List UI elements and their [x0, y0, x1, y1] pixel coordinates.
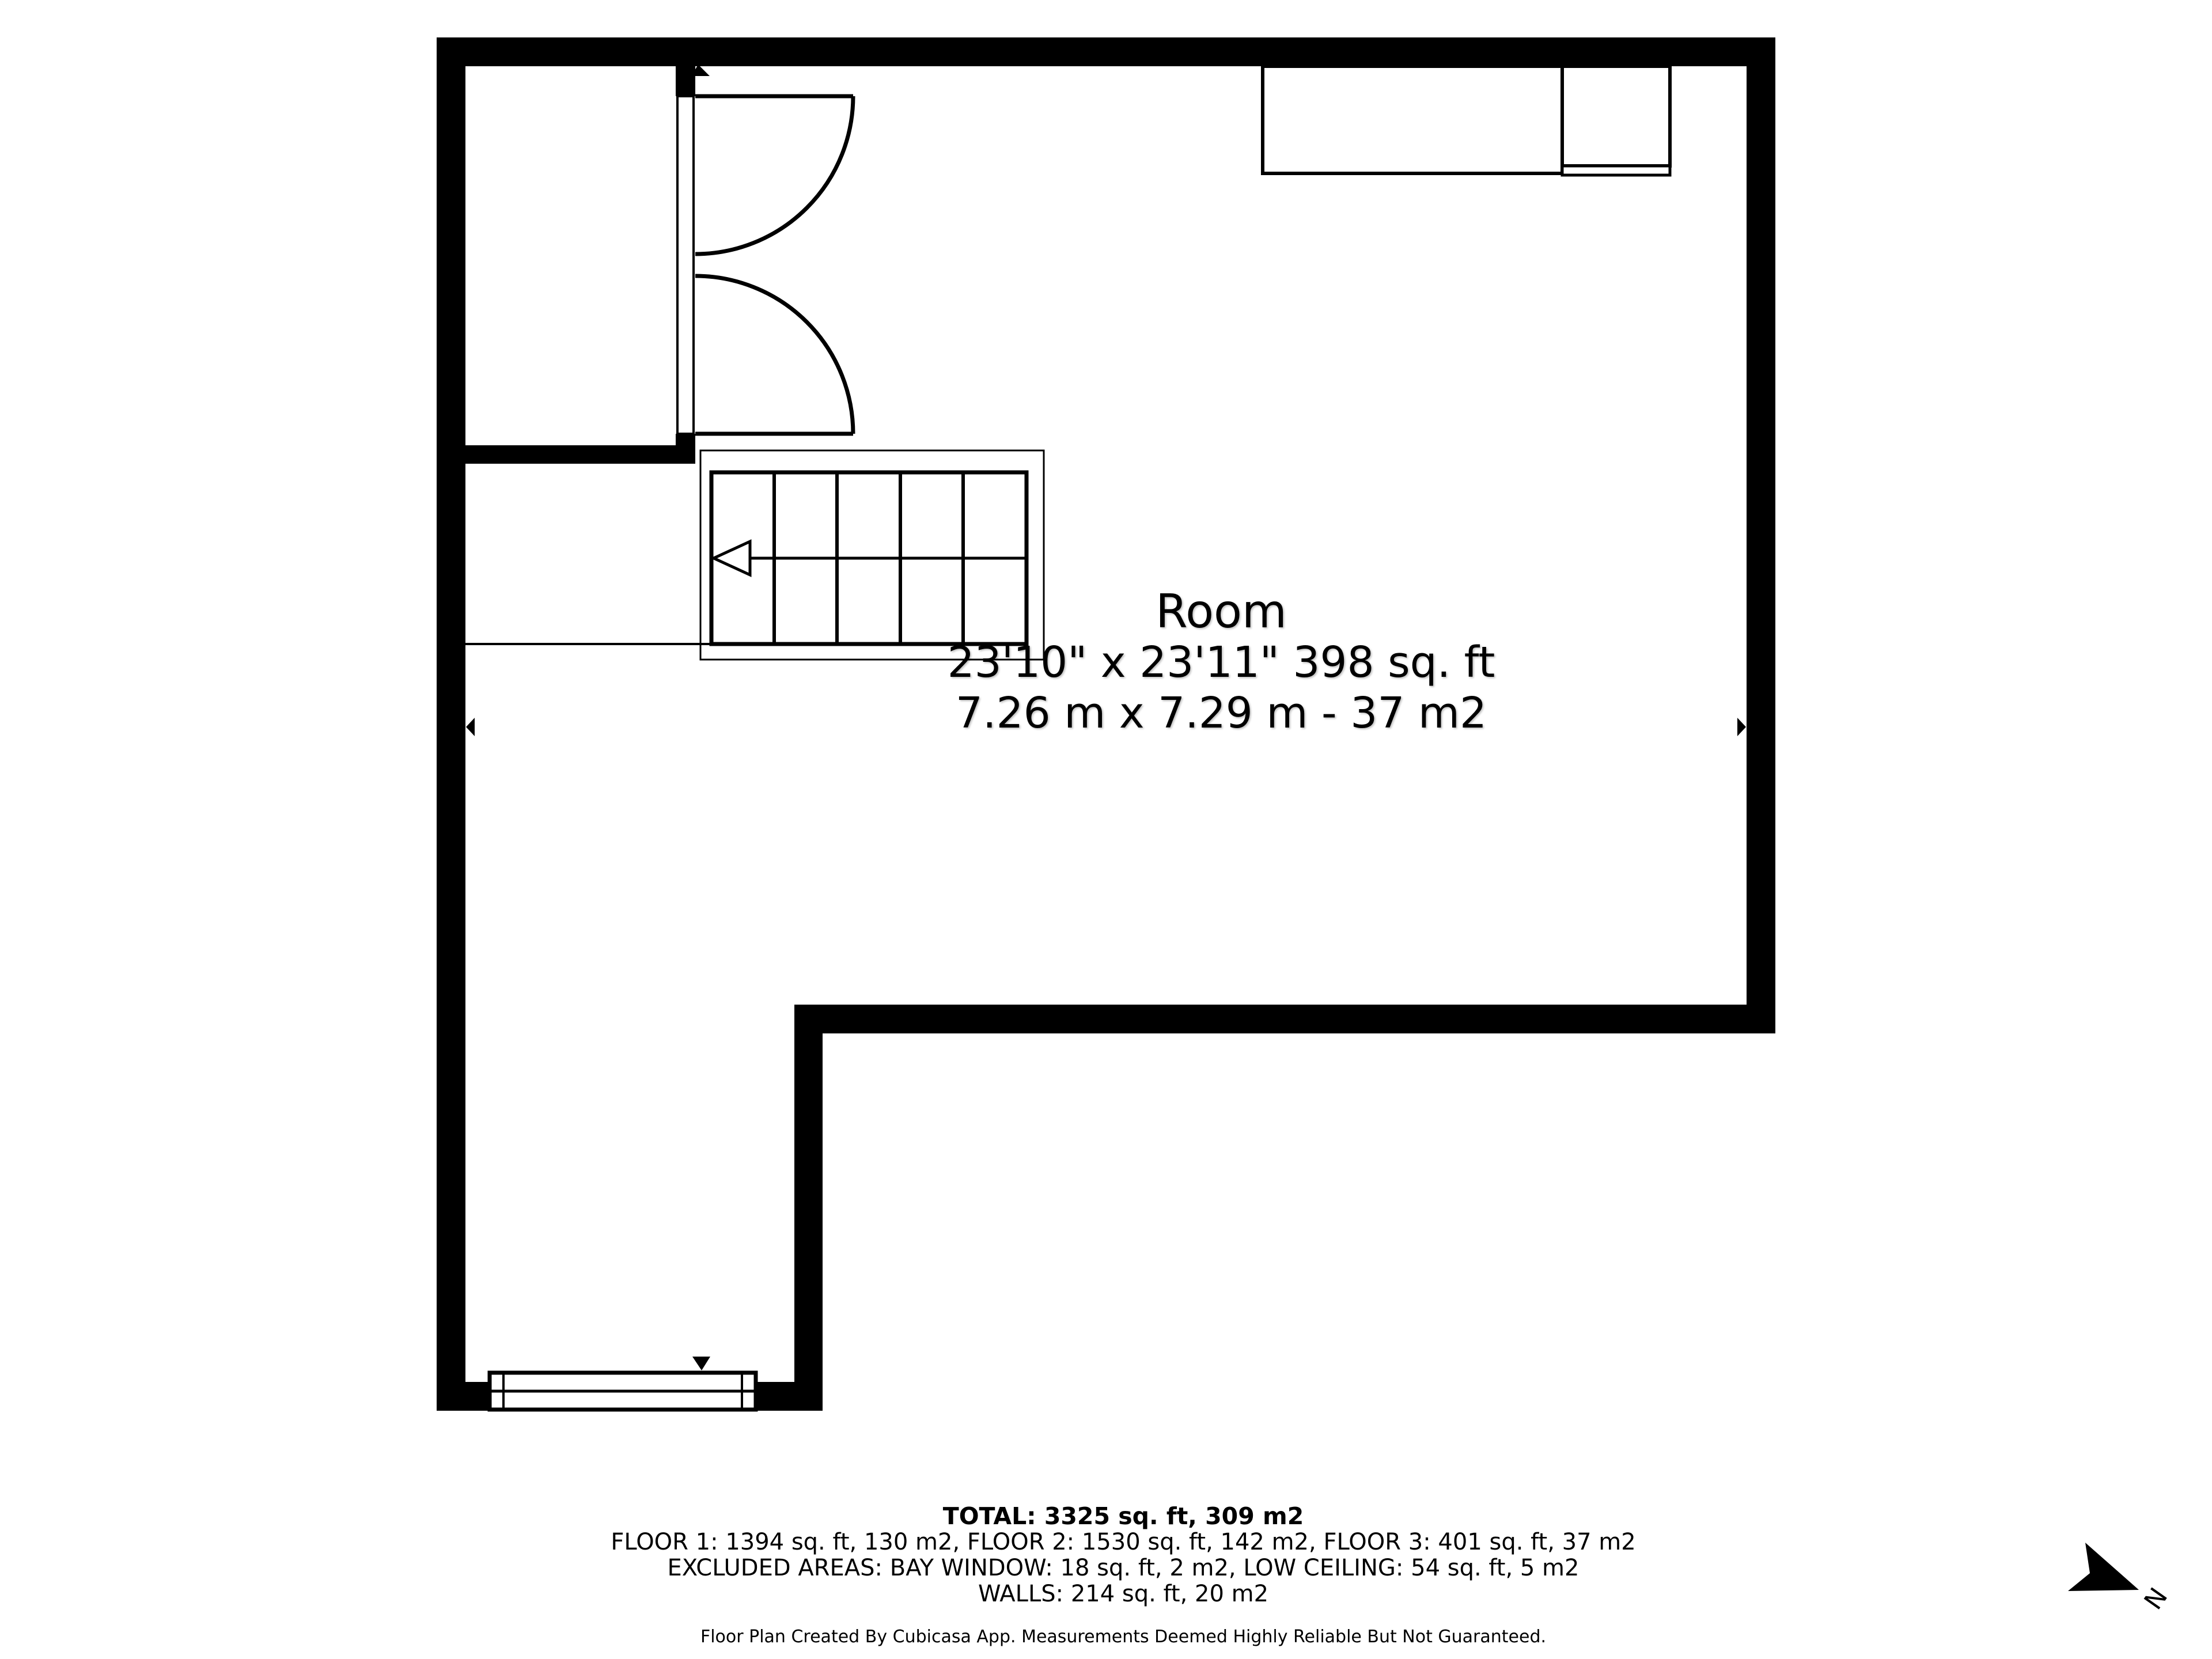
summary-block [611, 1503, 1635, 1607]
wall-room-bottom [794, 1005, 1775, 1033]
furniture-counter [1263, 66, 1562, 173]
double-door [677, 96, 853, 434]
room-dimensions-metric: 7.26 m x 7.29 m - 37 m2 [955, 688, 1487, 738]
furniture [1263, 66, 1670, 175]
dimension-arrow-down [692, 1357, 710, 1370]
door-swing-arc-bottom [695, 276, 853, 434]
door-swing-arc-top [695, 96, 853, 254]
wall-top [437, 37, 1775, 66]
wall-closet-vertical-top [676, 66, 695, 96]
room-name: Room [1156, 585, 1287, 638]
summary-total: TOTAL: 3325 sq. ft, 309 m2 [942, 1502, 1304, 1530]
window [490, 1373, 756, 1410]
wall-right [1747, 37, 1775, 1033]
interior-walls [465, 66, 695, 464]
summary-walls: WALLS: 214 sq. ft, 20 m2 [978, 1581, 1269, 1607]
wall-corridor-right [794, 1005, 823, 1411]
north-arrow-icon [2068, 1543, 2139, 1591]
wall-left [437, 37, 465, 1411]
door-frame [677, 96, 694, 434]
compass-north-label: N [2137, 1581, 2172, 1614]
summary-excluded-areas: EXCLUDED AREAS: BAY WINDOW: 18 sq. ft, 2 m2, LOW CEILING: 54 sq. ft, 5 m2 [667, 1555, 1580, 1581]
wall-closet-horizontal [465, 445, 695, 464]
compass [2068, 1543, 2172, 1614]
room-label [948, 586, 1495, 738]
disclaimer-text: Floor Plan Created By Cubicasa App. Measurements Deemed Highly Reliable But Not Guaranteed. [700, 1627, 1547, 1647]
furniture-cabinet [1562, 66, 1670, 166]
dimension-arrow-left [466, 718, 475, 736]
room-dimensions-imperial: 23'10" x 23'11" 398 sq. ft [947, 638, 1495, 687]
furniture-cabinet-lip [1562, 166, 1670, 175]
dimension-arrow-right [1737, 718, 1746, 736]
summary-floors: FLOOR 1: 1394 sq. ft, 130 m2, FLOOR 2: 1530 sq. ft, 142 m2, FLOOR 3: 401 sq. ft, 37 m2 [611, 1529, 1636, 1555]
